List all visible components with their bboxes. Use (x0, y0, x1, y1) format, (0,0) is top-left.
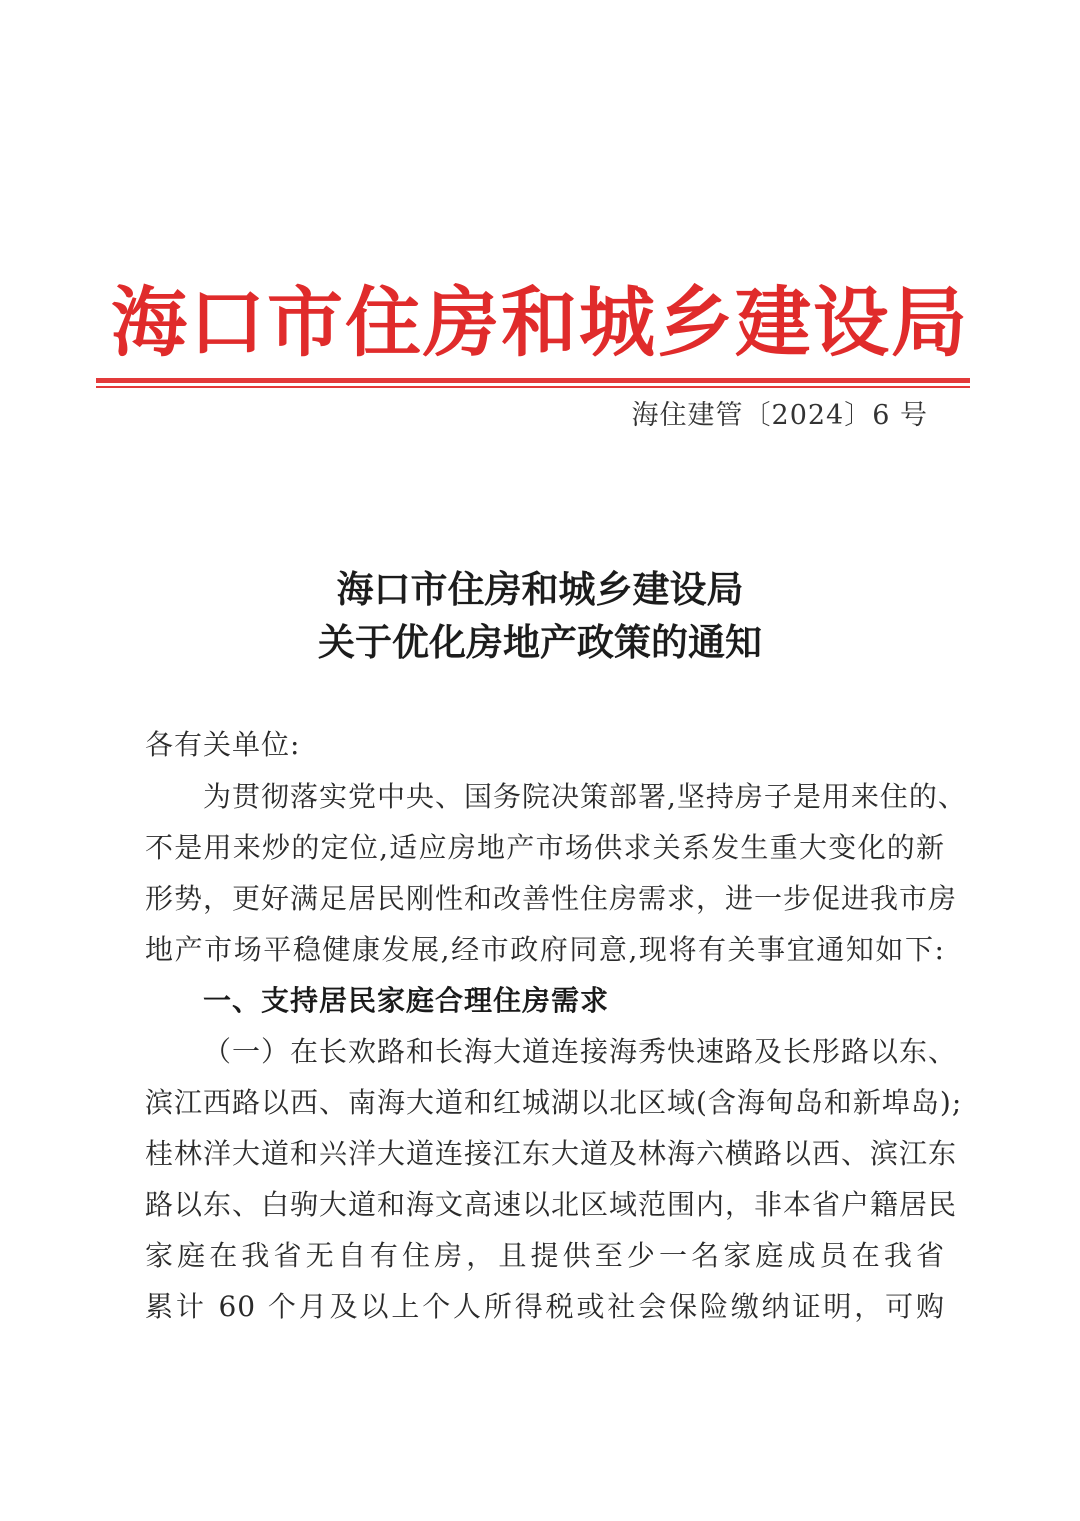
paragraph-line: 不是用来炒的定位,适应房地产市场供求关系发生重大变化的新 (145, 831, 945, 864)
paragraph-line: 形势，更好满足居民刚性和改善性住房需求，进一步促进我市房 (145, 882, 958, 915)
paragraph-line: 地产市场平稳健康发展,经市政府同意,现将有关事宜通知如下: (145, 933, 945, 966)
document-title-line-1: 海口市住房和城乡建设局 (336, 567, 744, 611)
red-separator-rule (96, 378, 970, 383)
section-heading: 一、支持居民家庭合理住房需求 (203, 984, 610, 1017)
document-title-line-2: 关于优化房地产政策的通知 (318, 620, 762, 664)
paragraph-line: 滨江西路以西、南海大道和红城湖以北区域(含海甸岛和新埠岛); (145, 1086, 963, 1119)
paragraph-line: 为贯彻落实党中央、国务院决策部署,坚持房子是用来住的、 (203, 780, 967, 813)
red-separator-rule-thin (96, 386, 970, 388)
document-number: 海住建管〔2024〕6 号 (631, 400, 928, 431)
paragraph-line: （一）在长欢路和长海大道连接海秀快速路及长彤路以东、 (203, 1035, 958, 1068)
paragraph-line: 家庭在我省无自有住房，且提供至少一名家庭成员在我省 (145, 1239, 945, 1272)
agency-masthead: 海口市住房和城乡建设局 (111, 278, 969, 367)
paragraph-line: 累计 60 个月及以上个人所得税或社会保险缴纳证明，可购 (145, 1290, 945, 1323)
salutation: 各有关单位: (145, 728, 301, 761)
paragraph-line: 路以东、白驹大道和海文高速以北区域范围内，非本省户籍居民 (145, 1188, 958, 1221)
paragraph-line: 桂林洋大道和兴洋大道连接江东大道及林海六横路以西、滨江东 (145, 1137, 958, 1170)
